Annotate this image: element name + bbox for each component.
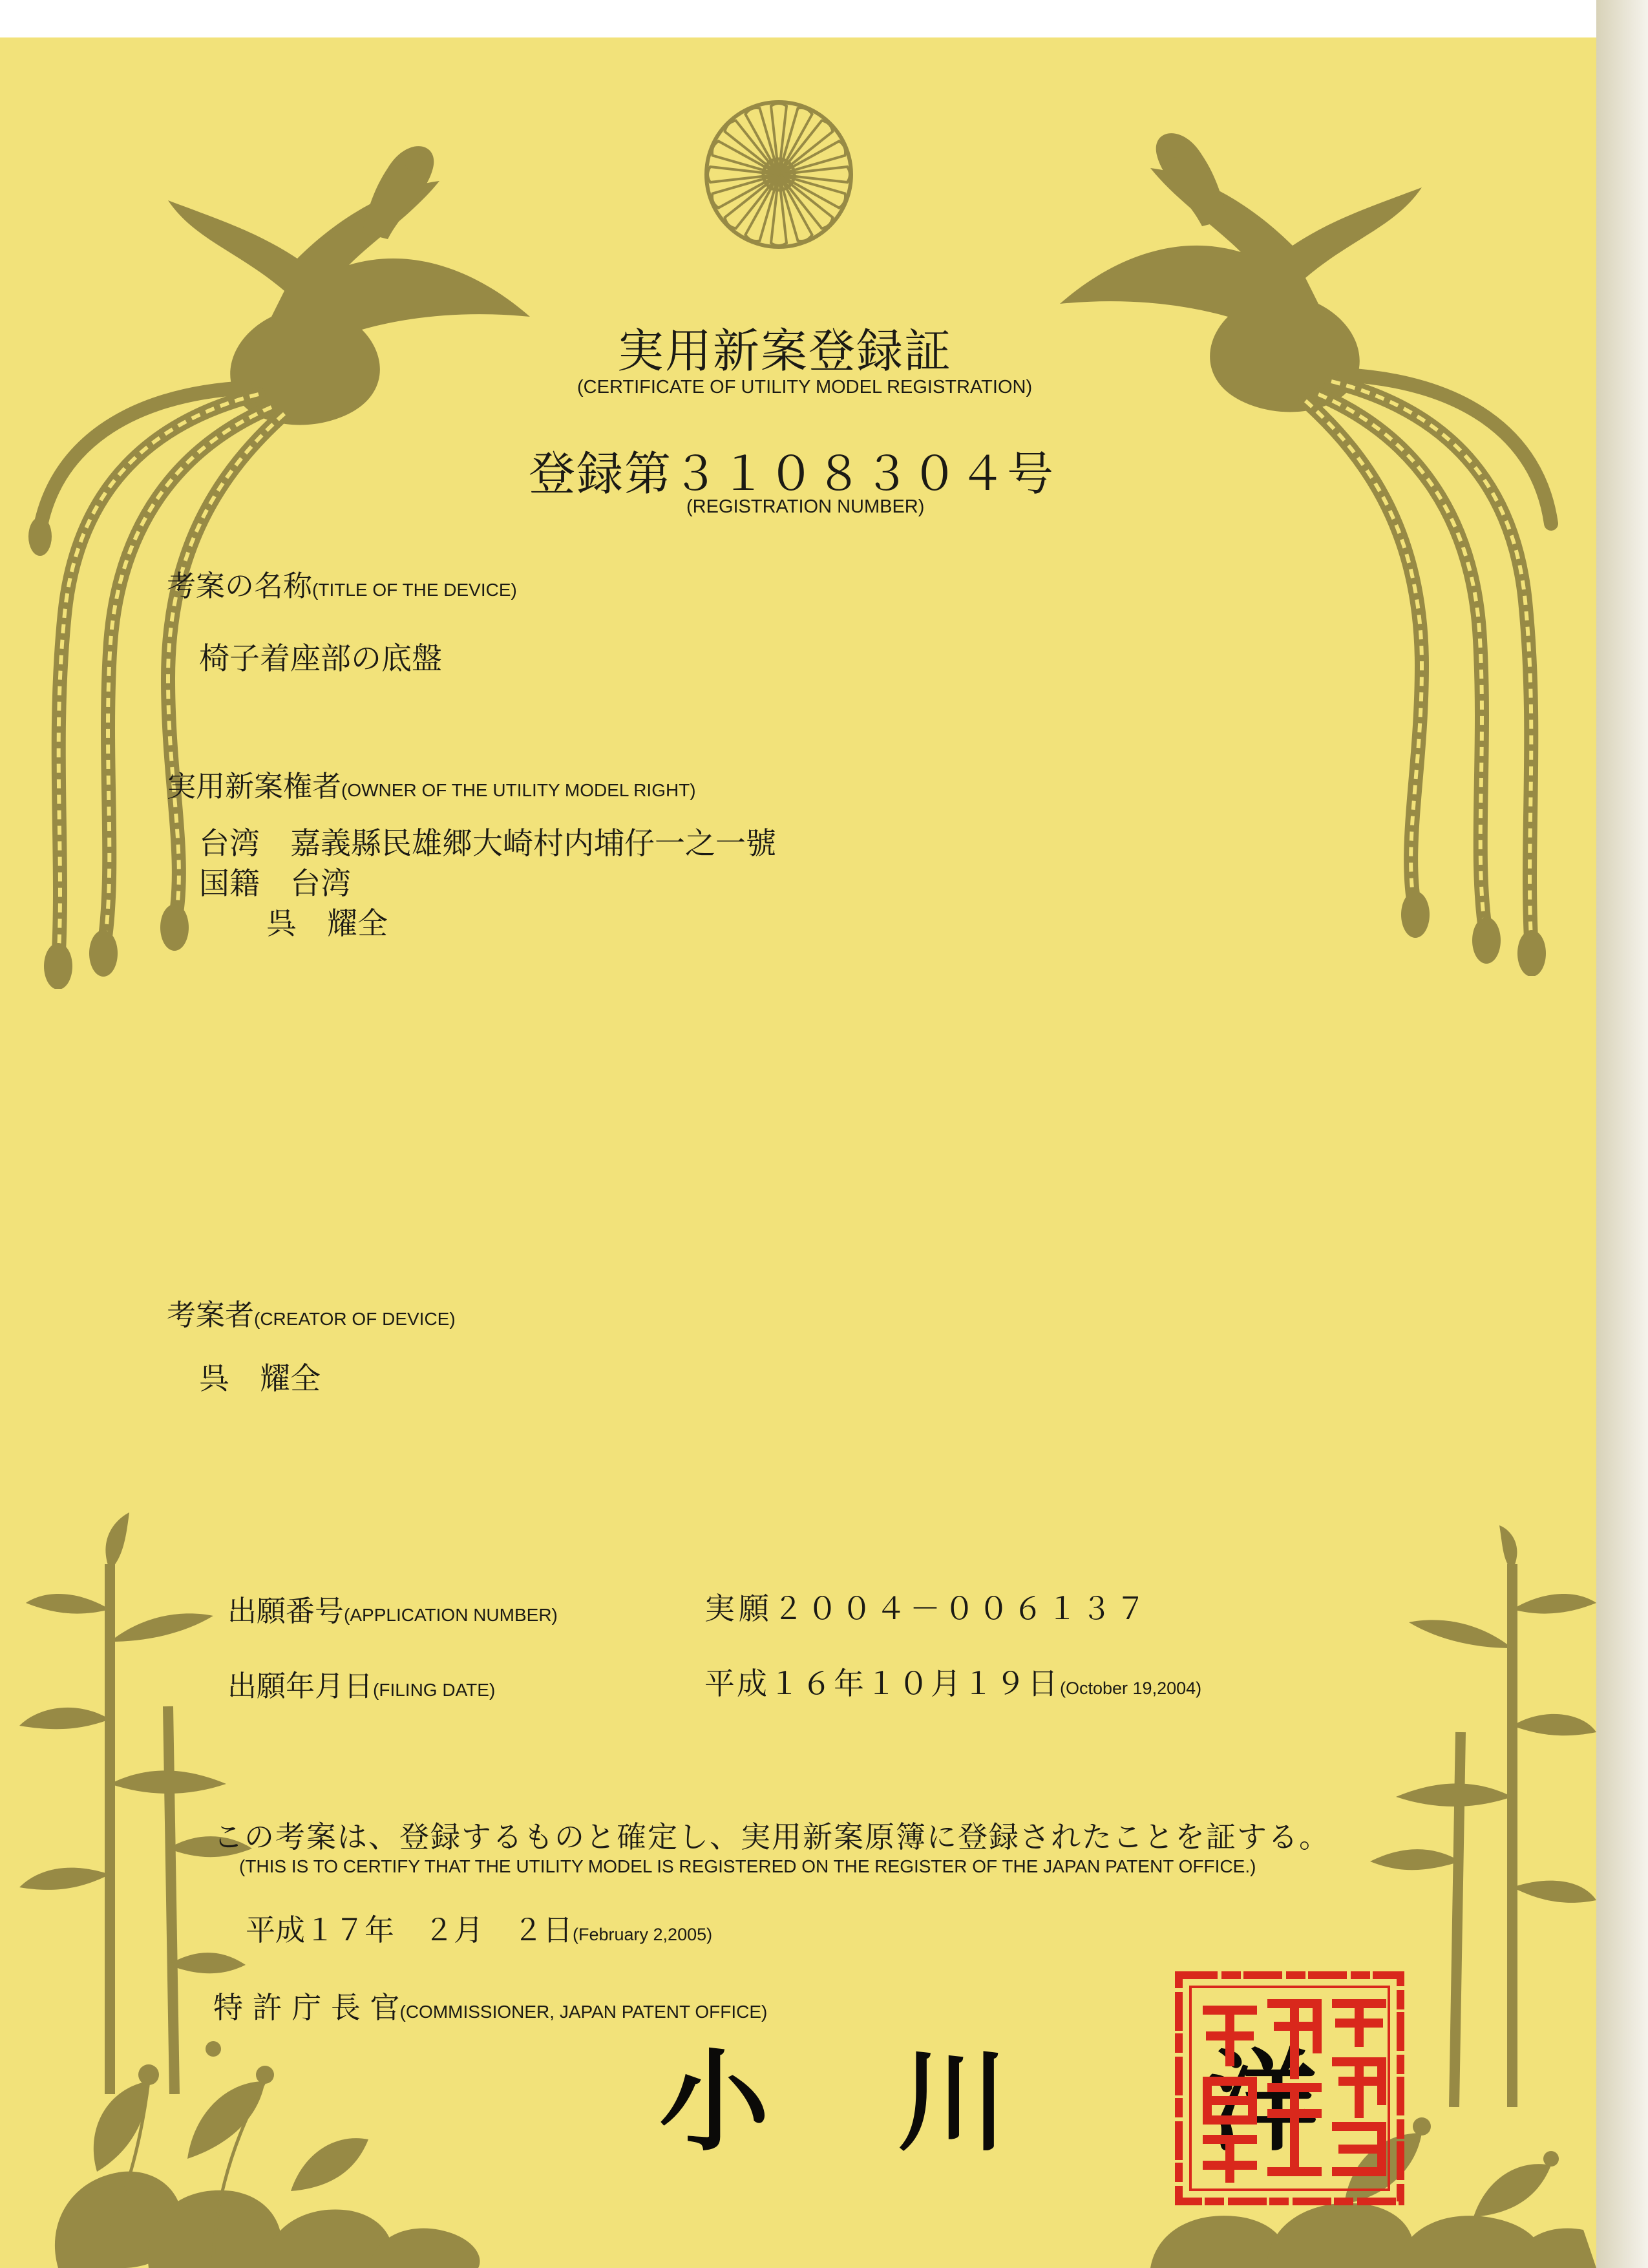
creator-label-ja: 考案者 <box>167 1298 255 1332</box>
device-label-ja: 考案の名称 <box>167 569 313 603</box>
filing-label-en: (FILING DATE) <box>373 1680 496 1700</box>
device-label-en: (TITLE OF THE DEVICE) <box>312 580 517 600</box>
filing-date-ja: 平成１６年１０月１９日 <box>704 1666 1060 1702</box>
commissioner-signature: 小 川 洋 <box>659 2037 1364 2167</box>
certificate-title: 実用新案登録証 <box>617 324 953 378</box>
device-title: 椅子着座部の底盤 <box>199 641 442 677</box>
certify-statement: この考案は、登録するものと確定し、実用新案原簿に登録されたことを証する。 <box>213 1819 1330 1854</box>
owner-label-ja: 実用新案権者 <box>167 769 342 803</box>
phoenix-right-icon <box>1047 110 1564 976</box>
official-seal <box>1175 1971 1404 2205</box>
owner-label-en: (OWNER OF THE UTILITY MODEL RIGHT) <box>341 780 696 800</box>
certify-statement-en: (THIS IS TO CERTIFY THAT THE UTILITY MODEL IS REGISTERED ON THE REGISTER OF THE JAPAN PATENT OFFICE.) <box>239 1856 1256 1876</box>
owner-nationality: 国籍 台湾 <box>199 866 351 902</box>
owner-address: 台湾 嘉義縣民雄郷大崎村内埔仔一之一號 <box>199 826 776 862</box>
seal-icon <box>1175 1971 1404 2205</box>
owner-label <box>167 763 696 805</box>
application-label <box>227 1587 558 1629</box>
application-number: 実願２００４－００６１３７ <box>704 1591 1150 1627</box>
commissioner-label-en: (COMMISSIONER, JAPAN PATENT OFFICE) <box>399 2002 768 2022</box>
device-label <box>167 562 517 604</box>
registration-number-en: (REGISTRATION NUMBER) <box>686 496 925 517</box>
registration-number: 登録第３１０８３０４号 <box>529 447 1055 501</box>
scan-edge <box>1596 0 1648 2268</box>
filing-date-en: (October 19,2004) <box>1060 1679 1202 1698</box>
foliage-left-icon <box>19 2010 511 2268</box>
creator-label-en: (CREATOR OF DEVICE) <box>254 1309 456 1329</box>
application-label-en: (APPLICATION NUMBER) <box>344 1605 558 1625</box>
chrysanthemum-crest-icon <box>701 97 856 252</box>
filing-label <box>227 1662 495 1704</box>
creator-name: 呉 耀全 <box>199 1361 321 1397</box>
filing-date <box>704 1660 1201 1703</box>
commissioner-label-ja: 特 許 庁 長 官 <box>213 1990 400 2025</box>
issue-date-en: (February 2,2005) <box>573 1925 713 1944</box>
filing-label-ja: 出願年月日 <box>227 1669 374 1703</box>
issue-date <box>246 1907 712 1949</box>
certificate-title-en: (CERTIFICATE OF UTILITY MODEL REGISTRATION) <box>577 377 1033 397</box>
owner-name: 呉 耀全 <box>266 906 388 942</box>
issue-date-ja: 平成１７年 ２月 ２日 <box>246 1913 573 1947</box>
application-label-ja: 出願番号 <box>227 1594 344 1628</box>
creator-label <box>167 1291 456 1333</box>
